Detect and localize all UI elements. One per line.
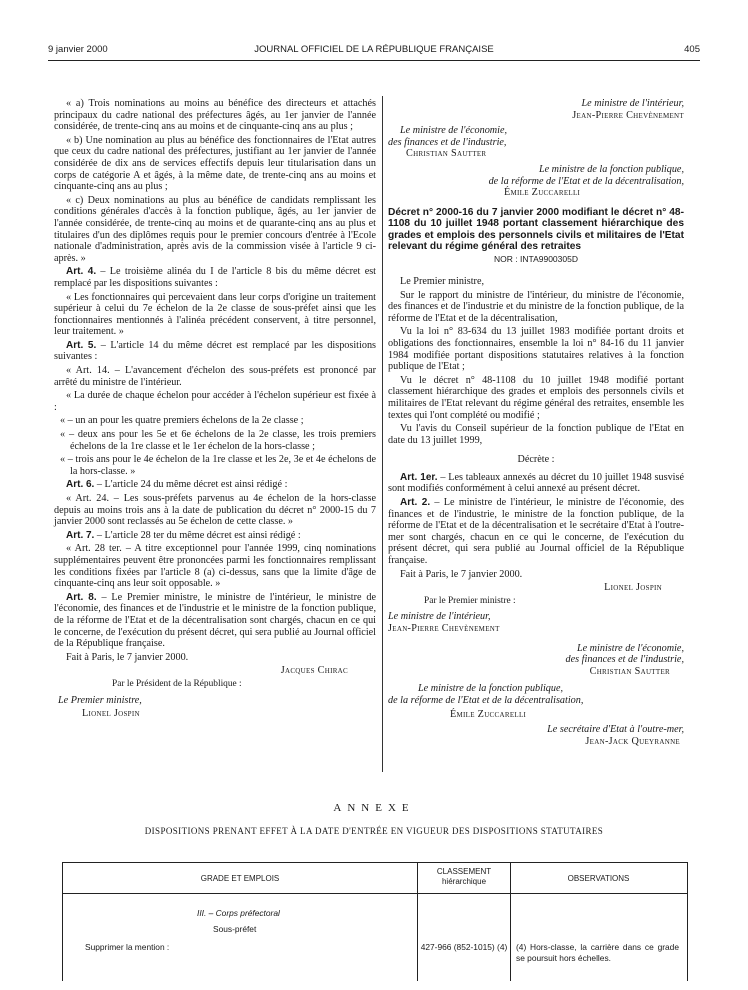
article-6: Art. 6. – L'article 24 du même décret est ainsi rédigé : xyxy=(66,479,288,491)
paragraph: « Art. 14. – L'avancement d'échelon des sous-préfets est prononcé par arrêté du ministre de l'intérieur. xyxy=(54,365,376,388)
signatory-name: Émile Zuccarelli xyxy=(450,708,527,720)
article-label: Art. 7. xyxy=(66,529,95,541)
table-cell-observation: (4) Hors-classe, la carrière dans ce grade se poursuit hors échelles. xyxy=(516,942,679,963)
par-premier: Par le Premier ministre : xyxy=(424,595,516,606)
paragraph: « Les fonctionnaires qui percevaient dans leur corps d'origine un traitement supérieur à celui du 7e échelon de la 2e classe de sous-préfet ainsi que les fonctionnaires mentionnés à l'alinéa précédent conservent, à titre personnel, leur traitement. » xyxy=(54,291,376,338)
signatory-title: Le secrétaire d'Etat à l'outre-mer, xyxy=(547,724,684,736)
paragraph: « a) Trois nominations au moins au bénéfice des directeurs et attachés principaux du cadre national des préfectures âgés, au 1er janvier de l'année considérée, de trente-cinq ans au moins et de cinquante-cinq ans au plus ; xyxy=(54,98,376,133)
signatory-title: Le ministre de l'économie, xyxy=(400,125,508,137)
column-divider xyxy=(382,96,383,772)
signatory-name: Jean-Pierre Chevènement xyxy=(388,623,500,634)
decrete: Décrète : xyxy=(517,454,555,466)
list-item: « – deux ans pour les 5e et 6e échelons de la 2e classe, les trois premiers échelons de la 1re classe et le 1er échelon de la hors-classe ; xyxy=(60,429,376,452)
paragraph: Vu le décret n° 48-1108 du 10 juillet 1948 modifié portant classement hiérarchique des grades et emplois des personnels civils et militaires de l'Etat relevant du régime général des retraites, ensemble les textes qui l'ont complété ou modifié ; xyxy=(388,374,684,421)
paragraph: « b) Une nomination au plus au bénéfice des fonctionnaires de l'Etat autres que ceux du cadre national des préfectures, justifiant au 1er janvier de l'année considérée de dix ans de services effectifs depuis leur titularisation dans un corps de catégorie A et âgés, à la même date, de trente-cinq ans au moins et cinquante-cinq ans au plus ; xyxy=(54,134,376,193)
header-date: 9 janvier 2000 xyxy=(48,44,108,55)
article-8: Art. 8. – Le Premier ministre, le ministre de l'intérieur, le ministre de l'économie, des finances et de l'industrie et le ministre de la fonction publique, de la réforme de l'Etat et de la décentralisation sont chargés, chacun en ce qui le concerne, de l'exécution du présent décret, qui sera publié au Journal officiel de la République française. xyxy=(54,591,376,650)
signatory-name: Christian Sautter xyxy=(406,148,487,160)
premier-ministre-name: Lionel Jospin xyxy=(82,708,140,720)
header-rule xyxy=(48,60,700,61)
place-date: Fait à Paris, le 7 janvier 2000. xyxy=(66,651,189,663)
signatory-name: Jean-Pierre Chevènement xyxy=(572,109,684,121)
premier-ministre-title: Le Premier ministre, xyxy=(58,694,142,706)
column-header: GRADE ET EMPLOIS xyxy=(200,874,280,883)
paragraph: « Art. 24. – Les sous-préfets parvenus au 4e échelon de la hors-classe depuis au moins trois ans à la date de publication du décret n° 2000-15 du 7 janvier 2000 sont reclassés au 5e échelon de cette classe. » xyxy=(54,493,376,528)
article-label: Art. 5. xyxy=(66,339,97,351)
right-column xyxy=(388,98,684,747)
table-body xyxy=(63,894,687,981)
signatory-title: des finances et de l'industrie, xyxy=(565,654,684,666)
signatory-title: Le ministre de la fonction publique, xyxy=(418,683,564,695)
signatory-title: Le ministre de l'économie, xyxy=(576,642,684,654)
signatory-title: de la réforme de l'Etat et de la décentralisation, xyxy=(388,694,584,706)
paragraph: Le Premier ministre, xyxy=(400,275,485,287)
signature-jospin: Lionel Jospin xyxy=(604,582,662,594)
article-1: Art. 1er. – Les tableaux annexés au décret du 10 juillet 1948 susvisé sont modifiés conformément à celui annexé au présent décret. xyxy=(388,471,684,495)
left-column xyxy=(54,98,376,722)
article-4: Art. 4. – Le troisième alinéa du I de l'article 8 bis du même décret est remplacé par les dispositions suivantes : xyxy=(54,266,377,289)
signature-chirac: Jacques Chirac xyxy=(280,665,348,677)
article-label: Art. 8. xyxy=(66,591,97,603)
annex-subtitle: DISPOSITIONS PRENANT EFFET À LA DATE D'ENTRÉE EN VIGUEUR DES DISPOSITIONS STATUTAIRES xyxy=(144,826,604,836)
article-label: Art. 4. xyxy=(66,266,97,278)
column-header: OBSERVATIONS xyxy=(567,874,630,883)
article-label: Art. 6. xyxy=(66,479,95,491)
decree-title: Décret n° 2000-16 du 7 janvier 2000 modifiant le décret n° 48-1108 du 10 juillet 1948 portant classement hiérarchique des grades et emplois des personnels civils et militaires de l'Etat relevant du régime général des retraites xyxy=(388,206,684,252)
signatory-title: des finances et de l'industrie, xyxy=(388,136,507,148)
table-grade: Sous-préfet xyxy=(213,924,257,934)
signatory-title: Le ministre de l'intérieur, xyxy=(388,611,491,623)
paragraph: « La durée de chaque échelon pour accéder à l'échelon supérieur est fixée à : xyxy=(54,390,376,413)
place-date: Fait à Paris, le 7 janvier 2000. xyxy=(400,568,523,580)
par-president: Par le Président de la République : xyxy=(112,678,242,689)
article-2: Art. 2. – Le ministre de l'intérieur, le ministre de l'économie, des finances et de l'industrie, le ministre de la fonction publique, de la réforme de l'Etat et de la décentralisation et le secrétaire d'Etat à l'outre-mer sont chargés, chacun en ce qui le concerne, de l'exécution du présent décret, qui sera publié au Journal officiel de la République française. xyxy=(388,497,684,567)
annex-table xyxy=(62,862,688,981)
article-7: Art. 7. – L'article 28 ter du même décret est ainsi rédigé : xyxy=(66,529,301,541)
column-header-sub: hiérarchique xyxy=(441,877,487,886)
list-item: « – un an pour les quatre premiers échelons de la 2e classe ; xyxy=(60,415,304,427)
signatory-title: de la réforme de l'Etat et de la décentralisation, xyxy=(488,175,684,187)
paragraph: « Art. 28 ter. – A titre exceptionnel pour l'année 1999, cinq nominations supplémentaires peuvent être prononcées parmi les fonctionnaires remplissant les conditions fixées par l'article 8 (a) ci-dessus, sans que la limite d'âge de cinquante-cinq ans leur soit opposable. » xyxy=(54,543,376,590)
table-header xyxy=(63,863,687,894)
page-header xyxy=(48,44,700,60)
paragraph: « c) Deux nominations au plus au bénéfice de candidats remplissant les conditions générales d'accès à la fonction publique, âgés, au 1er janvier de l'année considérée, de trente-cinq au moins et de quarante-cinq ans au plus et titulaires d'un des diplômes requis pour le premier concours d'entrée à l'Ecole nationale d'administration, après avis de la commission visée à l'article 9 ci-après. » xyxy=(54,194,376,264)
page-number: 405 xyxy=(684,44,700,55)
table-cell-classement: 427-966 (852-1015) (4) xyxy=(420,942,508,952)
paragraph: Vu la loi n° 83-634 du 13 juillet 1983 modifiée portant droits et obligations des fonctionnaires, ensemble la loi n° 84-16 du 11 janvier 1984 modifiée portant dispositions statutaires relatives à la fonction publique de l'Etat ; xyxy=(388,326,684,373)
signatory-title: Le ministre de la fonction publique, xyxy=(538,163,684,175)
table-section: III. – Corps préfectoral xyxy=(197,908,280,918)
paragraph: Vu l'avis du Conseil supérieur de la fonction publique de l'Etat en date du 13 juillet 1999, xyxy=(388,423,684,446)
signatory-name: Émile Zuccarelli xyxy=(504,187,581,199)
table-row-label: Supprimer la mention : xyxy=(85,942,170,952)
signatory-name: Jean-Jack Queyranne xyxy=(585,735,680,747)
column-header: CLASSEMENT xyxy=(436,867,492,876)
signatory-title: Le ministre de l'intérieur, xyxy=(581,98,684,109)
signatory-name: Christian Sautter xyxy=(589,665,670,677)
annex-title: ANNEXE xyxy=(333,802,415,814)
paragraph: Sur le rapport du ministre de l'intérieur, du ministre de l'économie, des finances et de l'industrie et du ministre de la fonction publique, de la réforme de l'Etat et de la décentralisation, xyxy=(388,289,684,324)
nor-reference: NOR : INTA9900305D xyxy=(494,254,578,265)
article-label: Art. 2. xyxy=(400,497,431,509)
list-item: « – trois ans pour le 4e échelon de la 1re classe et les 2e, 3e et 4e échelons de la hors-classe. » xyxy=(60,454,376,477)
article-5: Art. 5. – L'article 14 du même décret est remplacé par les dispositions suivantes : xyxy=(54,339,376,363)
article-label: Art. 1er. xyxy=(400,471,438,483)
journal-title: JOURNAL OFFICIEL DE LA RÉPUBLIQUE FRANÇAISE xyxy=(254,44,494,55)
